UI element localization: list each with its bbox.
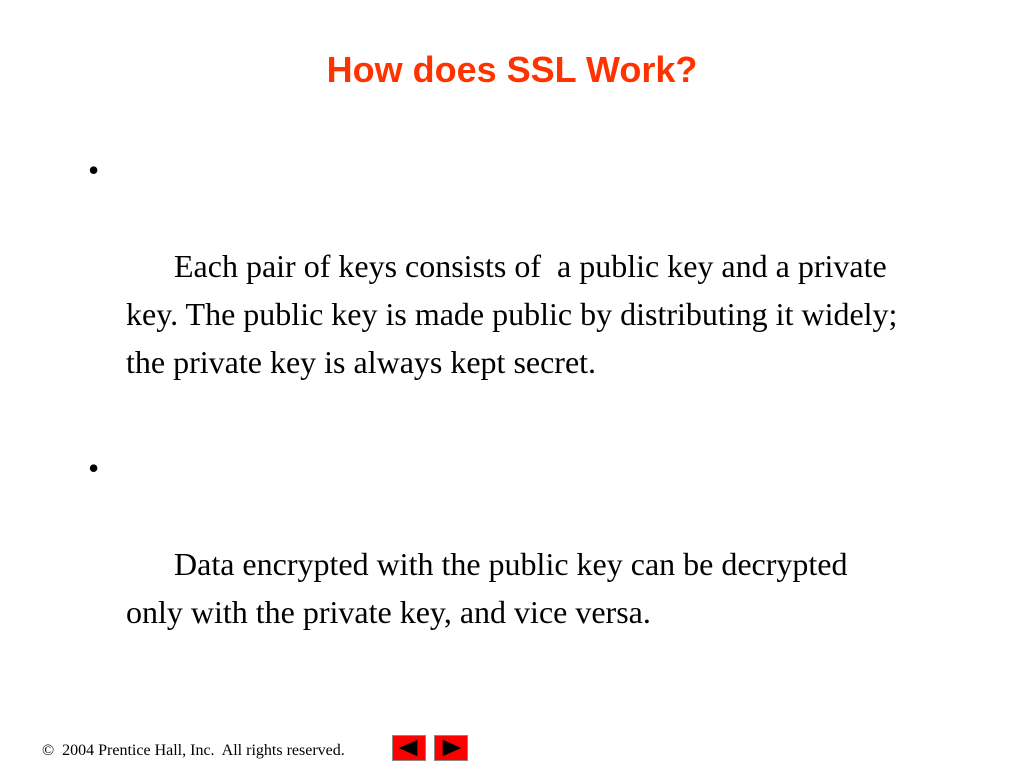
- bullet-marker: •: [88, 152, 100, 188]
- arrow-right-icon: [435, 736, 467, 760]
- next-slide-button[interactable]: [434, 735, 468, 761]
- bullet-text: Data encrypted with the public key can be decrypted only with the private key, and vice versa.: [126, 546, 856, 630]
- slide-title: How does SSL Work?: [326, 49, 698, 90]
- bullet-marker: •: [88, 450, 100, 486]
- arrow-left-icon: [393, 736, 425, 760]
- previous-slide-button[interactable]: [392, 735, 426, 761]
- list-item: [84, 146, 904, 434]
- footer-copyright: © 2004 Prentice Hall, Inc. All rights reserved.: [42, 742, 345, 759]
- bullet-text: Each pair of keys consists of a public key and a private key. The public key is made public by distributing it widely; the private key is always kept secret.: [126, 248, 906, 380]
- list-item: [84, 444, 904, 684]
- bullet-list: [84, 146, 904, 694]
